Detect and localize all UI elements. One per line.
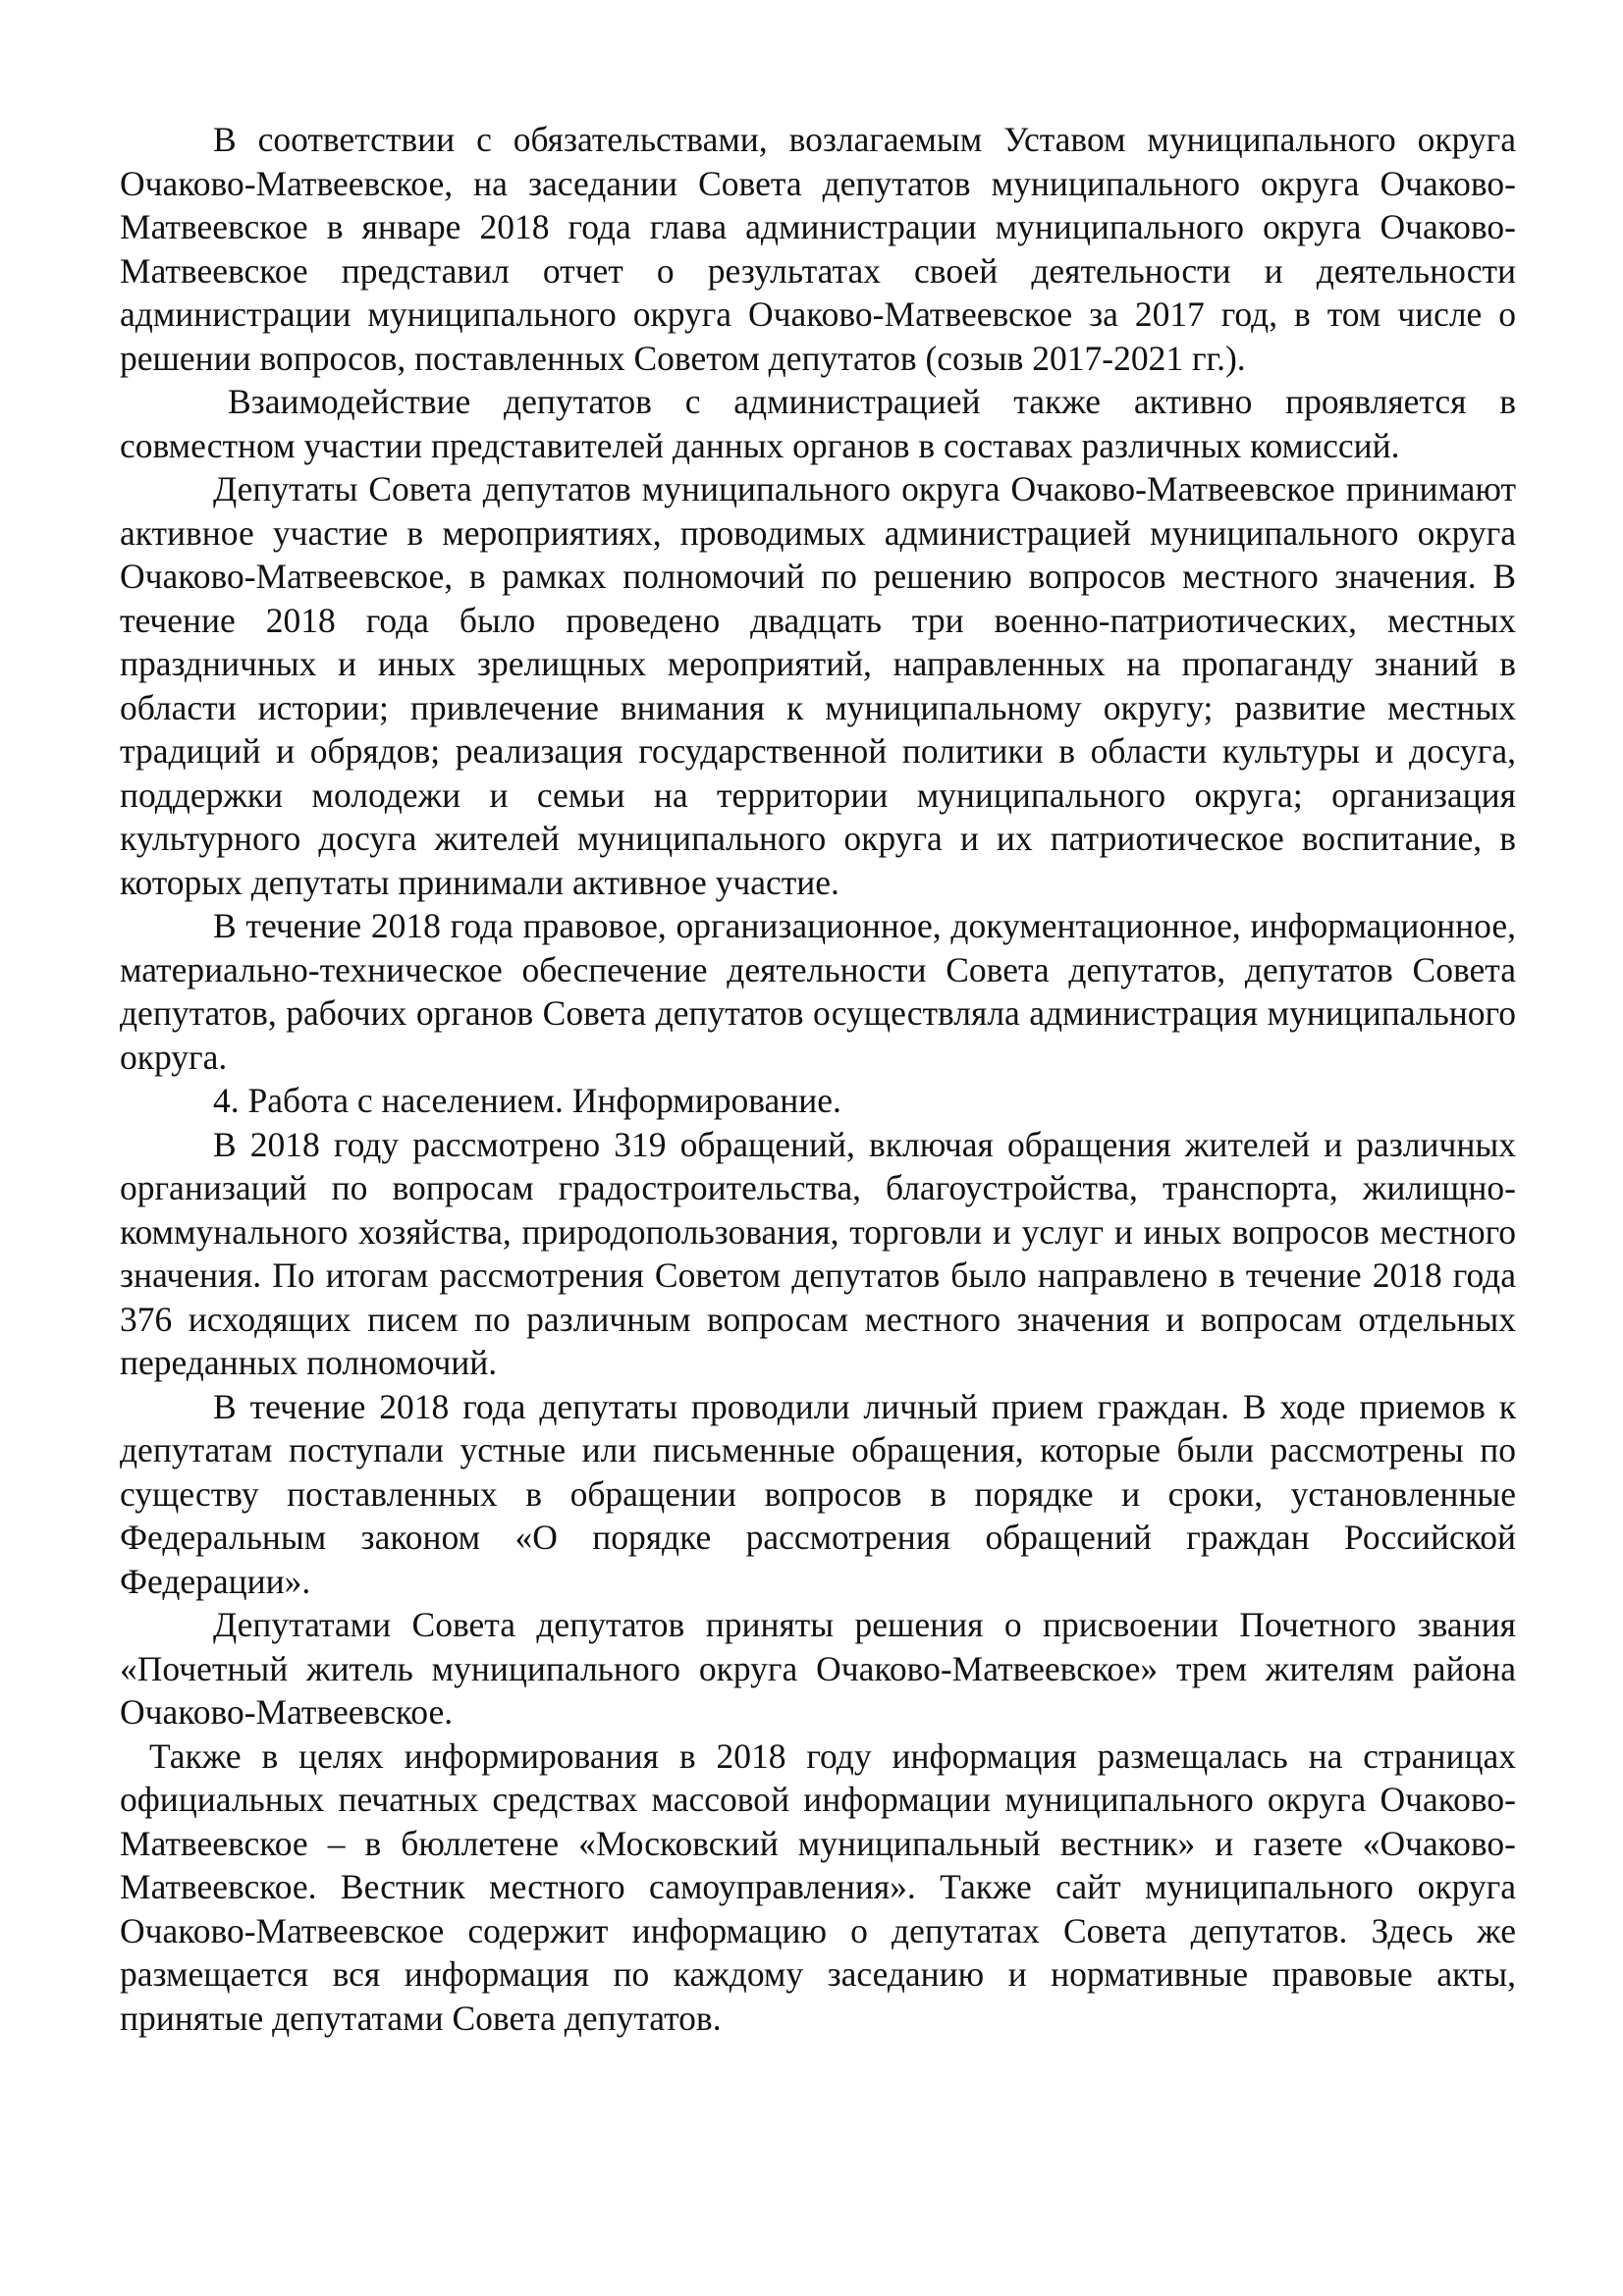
paragraph-reception: В течение 2018 года депутаты проводили личный прием граждан. В ходе приемов к депутатам поступали устные или письменные обращения, которые были рассмотрены по существу поставленных в обращении вопросов в порядке и сроки, установленные Федеральным законом «О порядке рассмотрения обращений граждан Российской Федерации». xyxy=(120,1386,1516,1601)
document-page xyxy=(120,118,1516,2040)
paragraph-appeals: В 2018 году рассмотрено 319 обращений, включая обращения жителей и различных организаций по вопросам градостроительства, благоустройства, транспорта, жилищно-коммунального хозяйства, природопользования, торговли и услуг и иных вопросов местного значения. По итогам рассмотрения Советом депутатов было направлено в течение 2018 года 376 исходящих писем по различным вопросам местного значения и вопросам отдельных переданных полномочий. xyxy=(120,1124,1516,1382)
section-heading: 4. Работа с населением. Информирование. xyxy=(213,1081,841,1120)
paragraph-honorary: Депутатами Совета депутатов приняты решения о присвоении Почетного звания «Почетный житель муниципального округа Очаково-Матвеевское» трем жителям района Очаково-Матвеевское. xyxy=(120,1605,1516,1732)
paragraph-support: В течение 2018 года правовое, организационное, документационное, информационное, материально-техническое обеспечение деятельности Совета депутатов, депутатов Совета депутатов, рабочих органов Совета депутатов осуществляла администрация муниципального округа. xyxy=(120,906,1516,1077)
paragraph-information: Также в целях информирования в 2018 году информация размещалась на страницах официальных печатных средствах массовой информации муниципального округа Очаково-Матвеевское – в бюллетене «Московский муниципальный вестник» и газете «Очаково-Матвеевское. Вестник местного самоуправления». Также сайт муниципального округа Очаково-Матвеевское содержит информацию о депутатах Совета депутатов. Здесь же размещается вся информация по каждому заседанию и нормативные правовые акты, принятые депутатами Совета депутатов. xyxy=(120,1735,1516,2038)
paragraph-events: Депутаты Совета депутатов муниципального округа Очаково-Матвеевское принимают активное участие в мероприятиях, проводимых администрацией муниципального округа Очаково-Матвеевское, в рамках полномочий по решению вопросов местного значения. В течение 2018 года было проведено двадцать три военно-патриотических, местных праздничных и иных зрелищных мероприятий, направленных на пропаганду знаний в области истории; привлечение внимания к муниципальному округу; развитие местных традиций и обрядов; реализация государственной политики в области культуры и досуга, поддержки молодежи и семьи на территории муниципального округа; организация культурного досуга жителей муниципального округа и их патриотическое воспитание, в которых депутаты принимали активное участие. xyxy=(120,469,1516,902)
paragraph-interaction: Взаимодействие депутатов с администрацией также активно проявляется в совместном участии представителей данных органов в составах различных комиссий. xyxy=(120,382,1516,465)
paragraph-report: В соответствии с обязательствами, возлагаемым Уставом муниципального округа Очаково-Матвеевское, на заседании Совета депутатов муниципального округа Очаково-Матвеевское в январе 2018 года глава администрации муниципального округа Очаково-Матвеевское представил отчет о результатах своей деятельности и деятельности администрации муниципального округа Очаково-Матвеевское за 2017 год, в том числе о решении вопросов, поставленных Советом депутатов (созыв 2017-2021 гг.). xyxy=(120,120,1516,378)
